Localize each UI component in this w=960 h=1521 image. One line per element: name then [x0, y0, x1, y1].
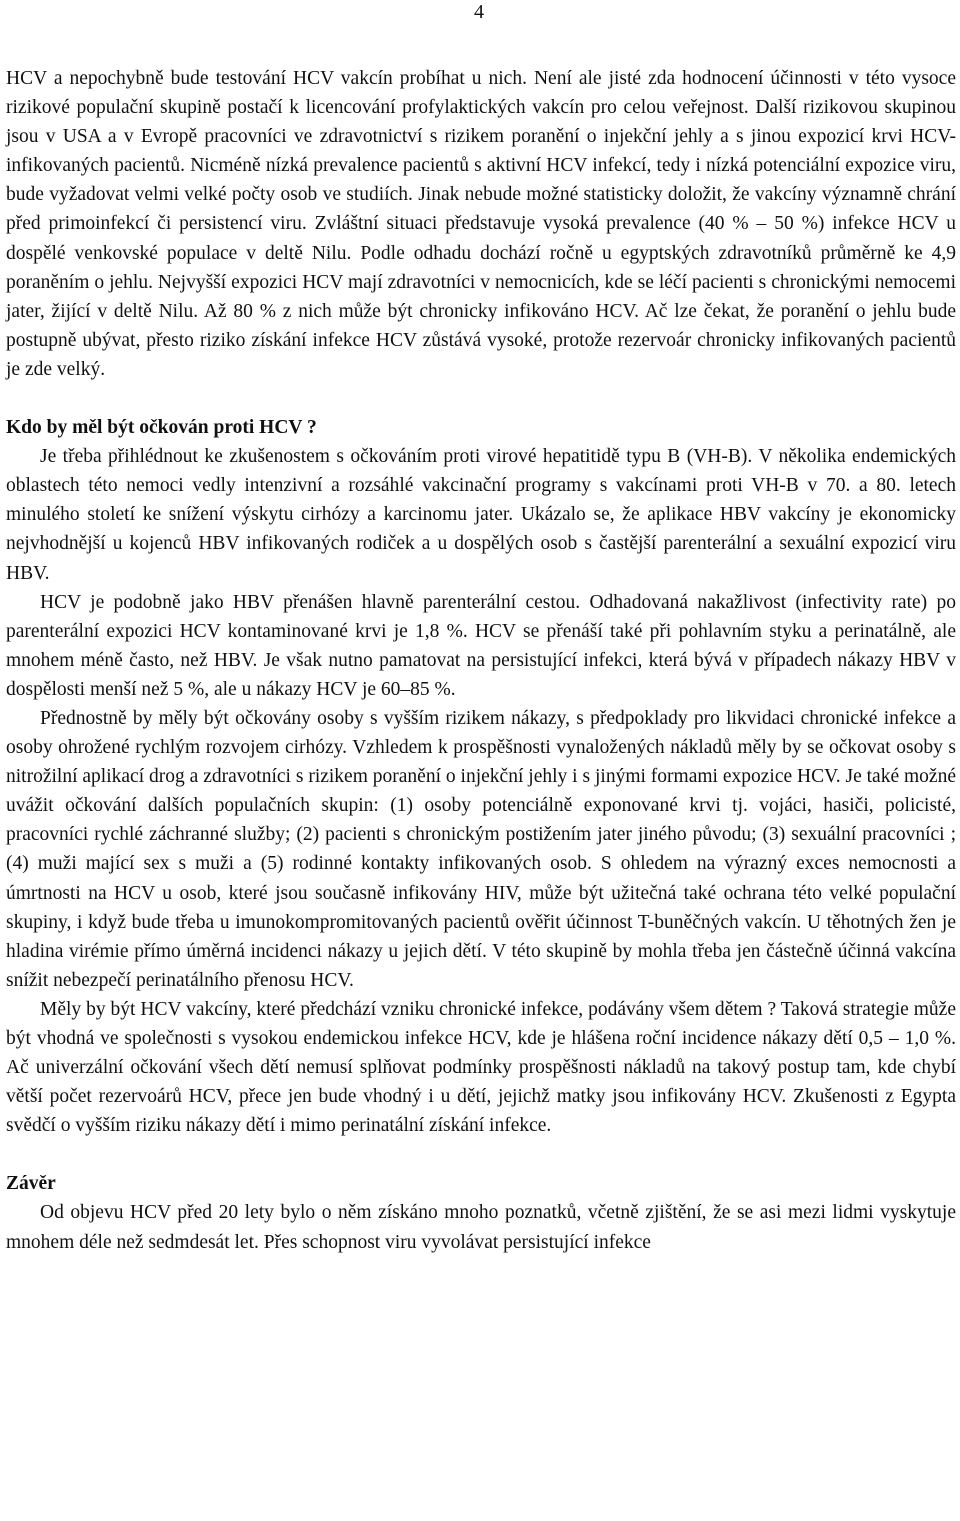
conclusion-heading: Závěr — [6, 1173, 56, 1195]
vaccination-paragraph-3: Přednostně by měly být očkovány osoby s vyšším rizikem nákazy, s předpoklady pro likvidaci chronické infekce a osoby ohrožené rychlým rozvojem cirhózy. Vzhledem k prospěšnosti vynaložených nákladů měly by se očkovat osoby s nitrožilní aplikací drog a zdravotníci s rizikem poranění o injekční jehly i s jinými formami expozice HCV. Je také možné uvážit očkování dalších populačních skupin: (1) osoby potenciálně exponované krvi tj. vojáci, hasiči, policisté, pracovníci rychlé záchranné služby; (2) pacienti s chronickým postižením jater jiného původu; (3) sexuální pracovníci ; (4) muži mající sex s muži a (5) rodinné kontakty infikovaných osob. S ohledem na výrazný exces nemocnosti a úmrtnosti na HCV u osob, které jsou současně infikovány HIV, může být užitečná také ochrana této velké populační skupiny, i když bude třeba u imunokompromitovaných pacientů ověřit účinnost T-buněčných vakcín. U těhotných žen je hladina virémie přímo úměrná incidenci nákazy u jejich dětí. V této skupině by mohla třeba jen částečně účinná vakcína snížit nebezpečí perinatálního přenosu HCV. — [6, 707, 956, 991]
intro-paragraph: HCV a nepochybně bude testování HCV vakcín probíhat u nich. Není ale jisté zda hodnocení účinnosti v této vysoce rizikové populační skupině postačí k licencování profylaktických vakcín pro celou veřejnost. Další rizikovou skupinou jsou v USA a v Evropě pracovníci ve zdravotnictví s rizikem poranění o injekční jehly a s jinou expozicí krvi HCV-infikovaných pacientů. Nicméně nízká prevalence pacientů s aktivní HCV infekcí, tedy i nízká potenciální expozice viru, bude vyžadovat velmi velké počty osob ve studiích. Jinak nebude možné statisticky doložit, že vakcíny významně chrání před primoinfekcí či persistencí viru. Zvláštní situaci představuje vysoká prevalence (40 % – 50 %) infekce HCV u dospělé venkovské populace v deltě Nilu. Podle odhadu dochází ročně u egyptských zdravotníků průměrně ke 4,9 poraněním o jehlu. Nejvyšší expozici HCV mají zdravotníci v nemocnicích, kde se léčí pacienti s chronickými nemocemi jater, žijící v deltě Nilu. Až 80 % z nich může být chronicky infikováno HCV. Ač lze čekat, že poranění o jehlu bude postupně ubývat, přesto riziko získání infekce HCV zůstává vysoké, protože rezervoár chronicky infikovaných pacientů je zde velký. — [6, 68, 956, 380]
vaccination-heading: Kdo by měl být očkován proti HCV ? — [6, 417, 317, 439]
document-body — [6, 64, 956, 1257]
section-gap — [6, 384, 956, 413]
vaccination-paragraph-4: Měly by být HCV vakcíny, které předchází vzniku chronické infekce, podávány všem dětem ? Taková strategie může být vhodná ve společnosti s vysokou endemickou infekce HCV, kde je hlášena roční incidence nákazy dětí 0,5 – 1,0 %. Ač univerzální očkování všech dětí nemusí splňovat podmínky prospěšnosti nákladů na takový postup tam, kde chybí větší počet rezervoárů HCV, přece jen bude vhodný i u dětí, jejichž matky jsou infikovány HCV. Zkušenosti z Egypta svědčí o vyšším riziku nákazy dětí i mimo perinatální získání infekce. — [6, 998, 956, 1137]
conclusion-paragraph-1: Od objevu HCV před 20 lety bylo o něm získáno mnoho poznatků, včetně zjištění, že se asi mezi lidmi vyskytuje mnohem déle než sedmdesát let. Přes schopnost viru vyvolávat persistující infekce — [6, 1202, 956, 1253]
vaccination-paragraph-2: HCV je podobně jako HBV přenášen hlavně parenterální cestou. Odhadovaná nakažlivost (infectivity rate) po parenterální expozici HCV kontaminované krvi je 1,8 %. HCV se přenáší také při pohlavním styku a perinatálně, ale mnohem méně často, než HBV. Je však nutno pamatovat na persistující infekci, která bývá v případech nákazy HBV v dospělosti menší než 5 %, ale u nákazy HCV je 60–85 %. — [6, 591, 956, 700]
vaccination-paragraph-1: Je třeba přihlédnout ke zkušenostem s očkováním proti virové hepatitidě typu B (VH-B). V několika endemických oblastech této nemoci vedly intenzivní a rozsáhlé vakcinační programy s vakcínami proti VH-B v 70. a 80. letech minulého století ke snížení výskytu cirhózy a karcinomu jater. Ukázalo se, že aplikace HBV vakcíny je ekonomicky nejvhodnější u kojenců HBV infikovaných rodiček a u dospělých osob s častější parenterální a sexuální expozicí viru HBV. — [6, 446, 956, 584]
page-number: 4 — [474, 1, 484, 23]
section-gap — [6, 1140, 956, 1169]
